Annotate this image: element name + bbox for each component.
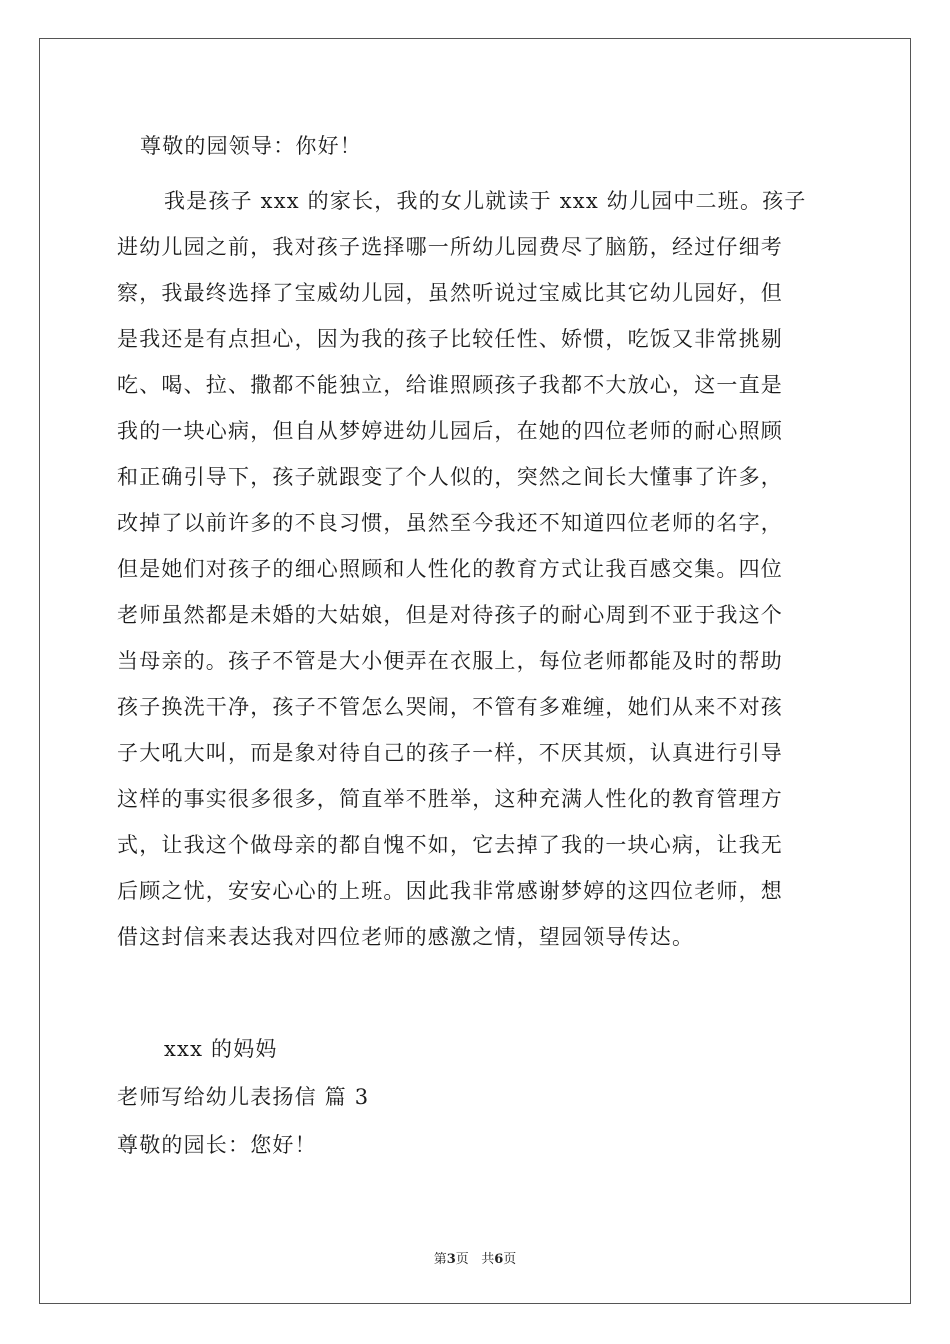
page-prefix: 第: [433, 1252, 447, 1267]
body-line: 老师虽然都是未婚的大姑娘，但是对待孩子的耐心周到不亚于我这个: [117, 603, 783, 627]
body-line: 但是她们对孩子的细心照顾和人性化的教育方式让我百感交集。四位: [117, 557, 783, 581]
page-footer: [0, 1248, 950, 1267]
body-line: 察，我最终选择了宝威幼儿园，虽然听说过宝威比其它幼儿园好，但: [117, 281, 783, 305]
body-line: 我的一块心病，但自从梦婷进幼儿园后，在她的四位老师的耐心照顾: [117, 419, 783, 443]
body-line: 子大吼大叫，而是象对待自己的孩子一样，不厌其烦，认真进行引导: [117, 741, 783, 765]
body-line: 是我还是有点担心，因为我的孩子比较任性、娇惯，吃饭又非常挑剔: [117, 327, 783, 351]
page-current: 3: [446, 1252, 456, 1267]
body-line: 和正确引导下，孩子就跟变了个人似的，突然之间长大懂事了许多，: [117, 465, 783, 489]
letter-signature: xxx 的妈妈: [164, 1037, 278, 1061]
total-prefix: 共: [481, 1252, 495, 1267]
body-line: 进幼儿园之前，我对孩子选择哪一所幼儿园费尽了脑筋，经过仔细考: [117, 235, 783, 259]
body-line: 改掉了以前许多的不良习惯，虽然至今我还不知道四位老师的名字，: [117, 511, 783, 535]
section-greeting: 尊敬的园长：您好！: [117, 1133, 317, 1157]
page-total: 6: [494, 1252, 504, 1267]
body-line: 孩子换洗干净，孩子不管怎么哭闹，不管有多难缠，她们从来不对孩: [117, 695, 783, 719]
body-line: 这样的事实很多很多，简直举不胜举，这种充满人性化的教育管理方: [117, 787, 783, 811]
body-line: 吃、喝、拉、撒都不能独立，给谁照顾孩子我都不大放心，这一直是: [117, 373, 783, 397]
letter-body: [117, 185, 837, 967]
body-line: 我是孩子 xxx 的家长，我的女儿就读于 xxx 幼儿园中二班。孩子: [164, 189, 807, 213]
body-line: 后顾之忧，安安心心的上班。因此我非常感谢梦婷的这四位老师，想: [117, 879, 783, 903]
letter-greeting: 尊敬的园领导：你好！: [140, 134, 362, 158]
page-suffix: 页: [455, 1252, 469, 1267]
body-line: 借这封信来表达我对四位老师的感激之情，望园领导传达。: [117, 925, 695, 949]
body-line: 式，让我这个做母亲的都自愧不如，它去掉了我的一块心病，让我无: [117, 833, 783, 857]
body-line: 当母亲的。孩子不管是大小便弄在衣服上，每位老师都能及时的帮助: [117, 649, 783, 673]
section-heading: 老师写给幼儿表扬信 篇 3: [117, 1085, 370, 1109]
total-suffix: 页: [503, 1252, 517, 1267]
